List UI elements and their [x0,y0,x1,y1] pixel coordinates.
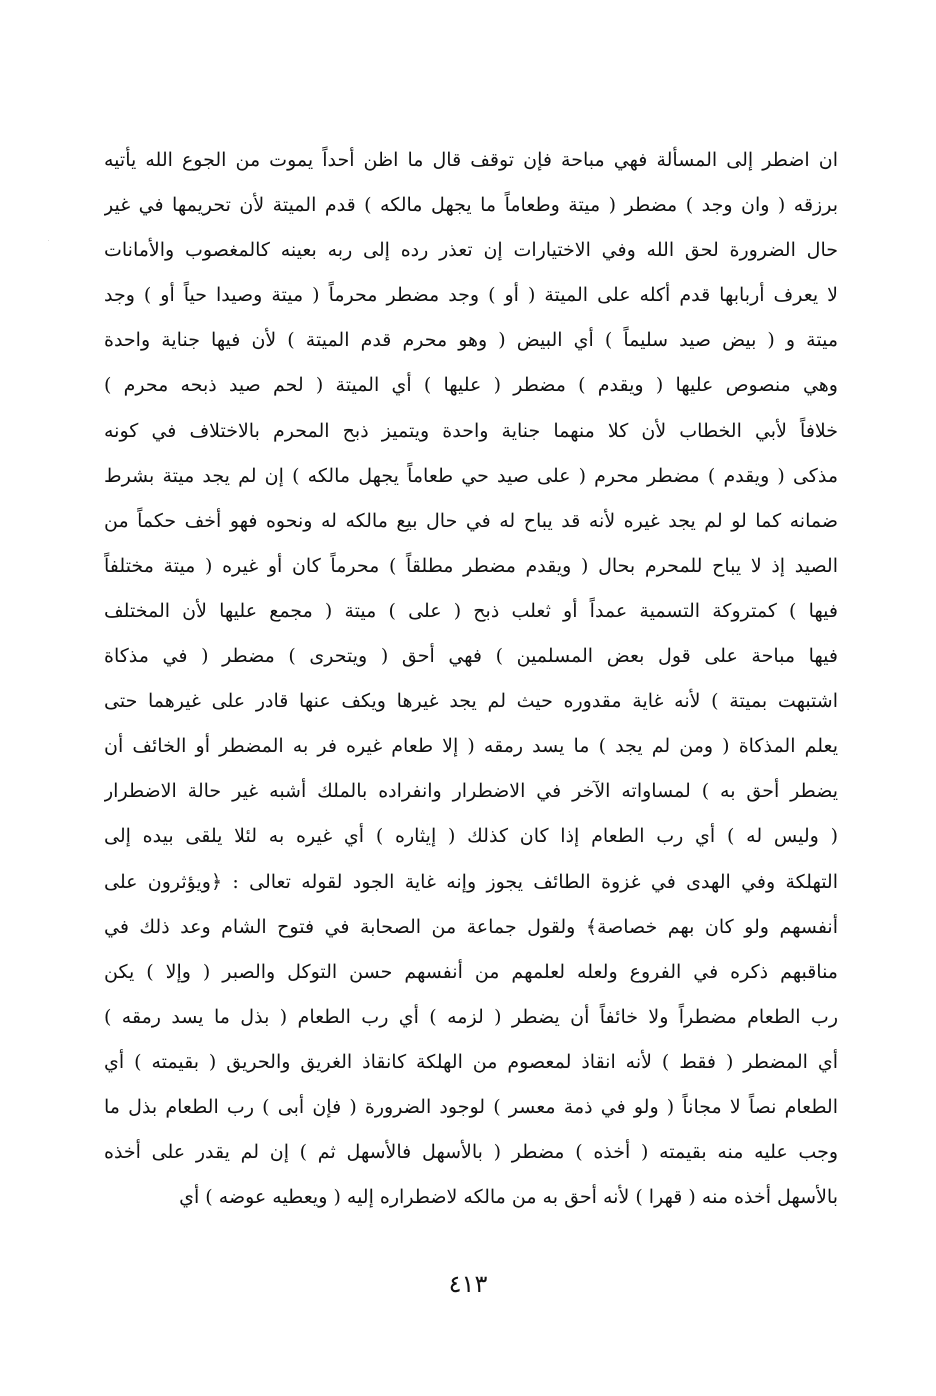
body-text [104,138,838,1220]
text-line: التهلكة وفي الهدى في غزوة الطائف يجوز وإنه غاية الجود لقوله تعالى : ﴿ويؤثرون على [104,870,838,893]
text-line: اشتبهت بميتة ) لأنه غاية مقدوره حيث لم يجد غيرها ويكف عنها قادر على غيرهما حتى [104,690,838,713]
text-line: رب الطعام مضطراً ولا خائفاً أن يضطر ( لزمه ) أي رب الطعام ( بذل ما يسد رمقه ) [104,1005,838,1028]
text-line: الصيد إذ لا يباح للمحرم بحال ( ويقدم مضطر مطلقاً ) محرماً كان أو غيره ( ميتة مختلفاً [104,554,838,577]
margin-speck [48,240,49,241]
text-line: خلافاً لأبي الخطاب لأن كلا منهما جناية واحدة ويتميز ذبح المحرم بالاختلاف في كونه [104,419,838,442]
text-line: مذكى ( ويقدم ) مضطر محرم ( على صيد حي طعاماً يجهل مالكه ) إن لم يجد ميتة بشرط [104,464,838,487]
text-line: حال الضرورة لحق الله وفي الاختيارات إن تعذر رده إلى ربه بعينه كالمغصوب والأمانات [104,239,838,262]
text-line: مناقبهم ذكره في الفروع ولعله لعلمهم من أنفسهم حسن التوكل والصبر ( وإلا ) يكن [104,960,838,983]
text-line: لا يعرف أربابها قدم أكله على الميتة ( أو ) وجد مضطر محرماً ( ميتة وصيدا حياً أو ) وجد [104,284,838,307]
text-line: ( وليس له ) أي رب الطعام إذا كان كذلك ( إيثاره ) أي غيره به لئلا يلقى بيده إلى [104,825,838,848]
text-line: ضمانه كما لو لم يجد غيره لأنه قد يباح له في حال بيع مالكه له ونحوه فهو أخف حكماً من [104,509,838,532]
text-line: الطعام نصاً لا مجاناً ( ولو في ذمة معسر ) لوجود الضرورة ( فإن أبى ) رب الطعام بذل ما [104,1095,838,1118]
text-line: فيها ) كمتروكة التسمية عمداً أو ثعلب ذبح ( على ) ميتة ( مجمع عليها لأن المختلف [104,599,838,622]
text-line: وهي منصوص عليها ( ويقدم ) مضطر ( عليها ) أي الميتة ( لحم صيد ذبحه محرم ) [104,374,838,397]
text-line: ميتة و ( بيض صيد سليماً ) أي البيض ( وهو محرم قدم الميتة ) لأن فيها جناية واحدة [104,329,838,352]
text-line: أنفسهم ولو كان بهم خصاصة﴾ ولقول جماعة من الصحابة في فتوح الشام وعد ذلك في [104,915,838,938]
text-line: برزقه ( وان وجد ) مضطر ( ميتة وطعاماً ما يجهل مالكه ) قدم الميتة لأن تحريمها في غير [104,194,838,217]
text-line: أي المضطر ( فقط ) لأنه انقاذ لمعصوم من الهلكة كانقاذ الغريق والحريق ( بقيمته ) أي [104,1050,838,1073]
text-line: بالأسهل أخذه منه ( قهرا ) لأنه أحق به من مالكه لاضطراره إليه ( ويعطيه عوضه ) أي [179,1186,838,1209]
text-line: وجب عليه منه بقيمته ( أخذه ) مضطر ( بالأسهل فالأسهل ثم ) إن لم يقدر على أخذه [104,1141,838,1164]
text-line: يضطر أحق به ) لمساواته الآخر في الاضطرار وانفراده بالملك أشبه غير حالة الاضطرار [104,780,838,803]
text-line: يعلم المذكاة ( ومن لم يجد ) ما يسد رمقه ( إلا طعام غيره فر به المضطر أو الخائف أن [104,735,838,758]
text-line: فيها مباحة على قول بعض المسلمين ) فهي أحق ( ويتحرى ) مضطر ( في مذكاة [104,645,838,668]
page-number: ٤١٣ [448,1270,488,1298]
text-line: ان اضطر إلى المسألة فهي مباحة فإن توقف قال ما اظن أحداً يموت من الجوع الله يأتيه [104,149,838,171]
